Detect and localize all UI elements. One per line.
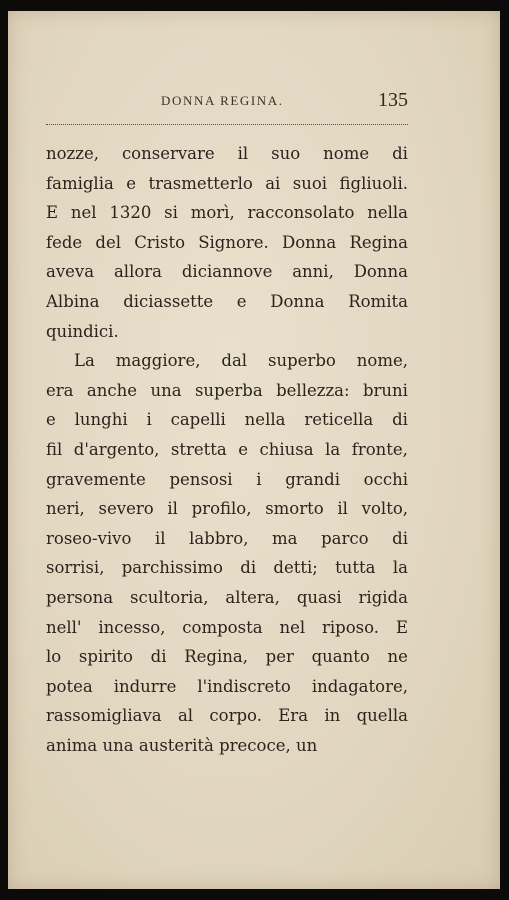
text-word: nozze, — [46, 144, 99, 163]
text-word: d'argento, — [73, 439, 160, 459]
text-line — [46, 405, 408, 435]
text-word: figliuoli. — [339, 173, 408, 193]
text-word: nel — [70, 203, 97, 223]
text-word: fil — [46, 439, 63, 459]
text-line — [46, 731, 408, 761]
page-number: 135 — [378, 89, 408, 111]
text-line — [46, 257, 408, 287]
text-word: riposo. — [322, 617, 380, 637]
text-word: il — [237, 144, 249, 163]
text-word: capelli — [170, 410, 226, 430]
text-word: e — [46, 410, 56, 430]
text-word: nella — [244, 410, 286, 430]
text-line — [46, 672, 408, 702]
text-word: Signore. — [198, 232, 269, 252]
text-word: l'indiscreto — [197, 676, 291, 696]
text-word: Albina — [46, 291, 100, 311]
text-word: trasmetterlo — [148, 173, 253, 193]
text-word: aveva — [46, 262, 95, 282]
text-word: diciassette — [123, 291, 214, 311]
text-word: nella — [367, 203, 408, 223]
text-word: di — [392, 144, 408, 163]
text-word: la — [325, 439, 341, 459]
text-word: lunghi — [74, 410, 128, 430]
text-word: scultoria, — [130, 587, 209, 607]
text-line — [46, 376, 408, 406]
text-line — [46, 198, 408, 228]
text-line — [46, 317, 408, 347]
text-word: indagatore, — [311, 676, 408, 696]
text-word: un — [296, 735, 318, 755]
text-word: il — [167, 499, 178, 519]
text-word: Donna — [270, 291, 325, 311]
text-word: una — [102, 735, 134, 755]
book-page — [8, 11, 500, 889]
text-word: Era — [278, 706, 309, 726]
text-line — [46, 701, 408, 731]
text-word: roseo-vivo — [46, 528, 132, 548]
text-word: bellezza: — [276, 380, 350, 400]
text-word: Romita — [348, 291, 408, 311]
text-line — [46, 435, 408, 465]
text-word: Donna — [282, 232, 337, 252]
text-word: severo — [98, 499, 154, 519]
text-word: grandi — [285, 469, 340, 489]
text-word: neri, — [46, 499, 85, 519]
text-line — [46, 346, 408, 376]
text-word: Cristo — [134, 232, 186, 252]
text-word: si — [164, 203, 178, 223]
text-word: di — [240, 558, 257, 578]
text-word: quella — [356, 706, 408, 726]
text-word: gravemente — [46, 469, 146, 489]
text-line — [46, 494, 408, 524]
text-line — [46, 139, 408, 169]
text-word: Regina — [349, 232, 408, 252]
text-word: anche — [86, 380, 138, 400]
text-word: al — [177, 706, 194, 726]
text-word: di — [392, 528, 408, 548]
text-word: altera, — [225, 587, 280, 607]
text-word: lo — [46, 647, 62, 667]
text-word: fronte, — [351, 439, 408, 459]
text-word: il — [337, 499, 348, 519]
text-word: anni, — [292, 262, 334, 282]
text-line — [46, 169, 408, 199]
text-word: 1320 — [109, 203, 152, 223]
text-word: superbo — [268, 351, 336, 371]
text-word: E — [46, 203, 59, 223]
text-word: E — [395, 617, 408, 637]
text-word: racconsolato — [247, 203, 355, 223]
text-line — [46, 553, 408, 583]
text-word: per — [265, 647, 294, 667]
text-word: conservare — [121, 144, 215, 163]
text-word: reticella — [304, 410, 374, 430]
running-head — [46, 89, 408, 115]
text-word: precoce, — [219, 735, 291, 755]
text-word: bruni — [362, 380, 408, 400]
text-word: ma — [272, 528, 298, 548]
text-word: di — [150, 647, 167, 667]
text-line — [46, 583, 408, 613]
text-line — [46, 287, 408, 317]
text-word: occhi — [363, 469, 408, 489]
text-word: ne — [387, 647, 408, 667]
text-word: composta — [182, 617, 263, 637]
text-word: persona — [46, 587, 114, 607]
text-word: e — [236, 291, 247, 311]
text-word: in — [324, 706, 341, 726]
text-word: labbro, — [189, 528, 249, 548]
text-word: la — [392, 558, 408, 578]
text-word: pensosi — [169, 469, 233, 489]
header-rule — [46, 124, 408, 125]
text-word: del — [95, 232, 121, 252]
text-word: diciannove — [181, 262, 273, 282]
text-line — [46, 613, 408, 643]
text-word: detti; — [273, 558, 318, 578]
text-word: nell' — [46, 617, 82, 637]
text-word: i — [146, 410, 152, 430]
text-word: famiglia — [46, 173, 114, 193]
text-word: volto, — [361, 499, 408, 519]
text-word: quasi — [296, 587, 342, 607]
text-word: rigida — [358, 587, 408, 607]
text-word: nome, — [356, 351, 408, 371]
text-line — [46, 228, 408, 258]
running-title: DONNA REGINA. — [161, 93, 284, 108]
text-word: allora — [113, 262, 163, 282]
text-word: maggiore, — [115, 351, 201, 371]
text-word: profilo, — [191, 499, 252, 519]
text-word: parco — [321, 528, 369, 548]
text-word: rassomigliava — [46, 706, 162, 726]
text-word: indurre — [113, 676, 177, 696]
text-word: superba — [194, 380, 263, 400]
text-word: spirito — [78, 647, 133, 667]
text-word: stretta — [170, 439, 227, 459]
text-word: suo — [271, 144, 301, 163]
text-word: corpo. — [209, 706, 262, 726]
text-word: il — [155, 528, 166, 548]
text-word: e — [238, 439, 249, 459]
text-word: Donna — [353, 262, 408, 282]
text-word: e — [126, 173, 137, 193]
text-word: morì, — [190, 203, 235, 223]
text-line — [46, 465, 408, 495]
text-word: fede — [46, 232, 83, 252]
text-line — [46, 524, 408, 554]
text-word: ai — [265, 173, 281, 193]
text-word: austerità — [138, 735, 214, 755]
text-word: di — [392, 410, 408, 430]
text-word: anima — [46, 735, 98, 755]
text-word: quindici. — [46, 321, 119, 341]
body-text — [46, 139, 408, 760]
text-word: Regina, — [184, 647, 248, 667]
text-word: dal — [221, 351, 248, 371]
text-word: incesso, — [98, 617, 166, 637]
text-word: nome — [323, 144, 370, 163]
text-word: era — [46, 380, 74, 400]
text-word: parchissimo — [121, 558, 223, 578]
text-word: tutta — [335, 558, 376, 578]
text-word: nel — [279, 617, 306, 637]
text-word: i — [256, 469, 262, 489]
text-word: quanto — [311, 647, 370, 667]
text-word: chiusa — [259, 439, 314, 459]
text-word: smorto — [265, 499, 324, 519]
text-line — [46, 642, 408, 672]
text-word: La — [74, 351, 95, 371]
text-word: suoi — [292, 173, 328, 193]
text-word: potea — [46, 676, 93, 696]
text-word: sorrisi, — [46, 558, 105, 578]
text-word: una — [150, 380, 182, 400]
